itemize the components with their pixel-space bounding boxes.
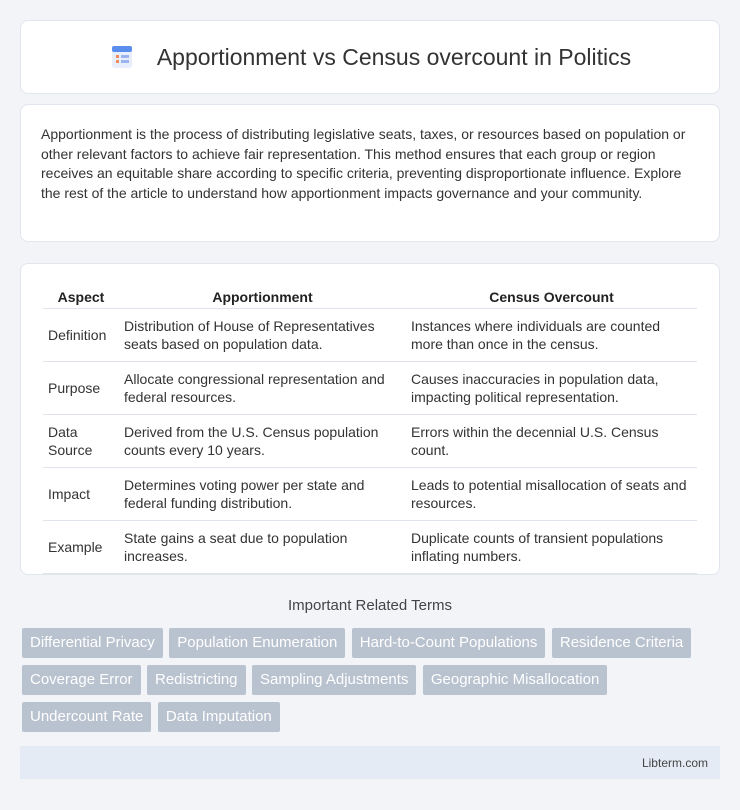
table-row [43,468,697,521]
related-term-tag[interactable]: Residence Criteria [552,628,691,658]
row-aspect: Purpose [43,362,119,415]
comparison-table-card [20,263,720,575]
row-apportionment: Derived from the U.S. Census population counts every 10 years. [119,415,406,468]
table-header-row [43,286,697,309]
intro-text: Apportionment is the process of distributing legislative seats, taxes, or resources based on population or other relevant factors to achieve fair representation. This method ensures that each group or region receives an equitable share according to specific criteria, preventing disproportionate influence. Explore the rest of the article to understand how apportionment impacts governance and your community. [41,126,686,201]
related-term-tag[interactable]: Sampling Adjustments [252,665,416,695]
related-term-tag[interactable]: Undercount Rate [22,702,151,732]
related-term-tag[interactable]: Differential Privacy [22,628,163,658]
document-icon [109,44,135,70]
footer [20,746,720,779]
header-census-overcount: Census Overcount [406,286,697,309]
related-terms-list [22,628,722,739]
related-term-tag[interactable]: Population Enumeration [169,628,345,658]
table-row [43,309,697,362]
row-apportionment: Determines voting power per state and federal funding distribution. [119,468,406,521]
related-term-tag[interactable]: Redistricting [147,665,246,695]
row-aspect: Impact [43,468,119,521]
footer-site-link[interactable]: Libterm.com [641,755,708,770]
related-term-tag[interactable]: Coverage Error [22,665,141,695]
row-census-overcount: Leads to potential misallocation of seats and resources. [406,468,697,521]
related-term-tag[interactable]: Hard-to-Count Populations [352,628,546,658]
related-term-tag[interactable]: Geographic Misallocation [423,665,607,695]
row-census-overcount: Instances where individuals are counted more than once in the census. [406,309,697,362]
row-aspect: Data Source [43,415,119,468]
related-terms-title: Important Related Terms [288,597,452,614]
header-aspect: Aspect [43,286,119,309]
row-apportionment: State gains a seat due to population increases. [119,521,406,574]
row-census-overcount: Errors within the decennial U.S. Census count. [406,415,697,468]
intro-card [20,104,720,242]
table-row [43,521,697,574]
row-apportionment: Distribution of House of Representatives seats based on population data. [119,309,406,362]
related-term-tag[interactable]: Data Imputation [158,702,280,732]
row-census-overcount: Duplicate counts of transient populations inflating numbers. [406,521,697,574]
comparison-table [43,286,697,574]
table-row [43,415,697,468]
row-apportionment: Allocate congressional representation and federal resources. [119,362,406,415]
row-aspect: Definition [43,309,119,362]
row-census-overcount: Causes inaccuracies in population data, impacting political representation. [406,362,697,415]
title-card [20,20,720,94]
row-aspect: Example [43,521,119,574]
table-row [43,362,697,415]
header-apportionment: Apportionment [119,286,406,309]
page-title: Apportionment vs Census overcount in Politics [156,43,632,70]
